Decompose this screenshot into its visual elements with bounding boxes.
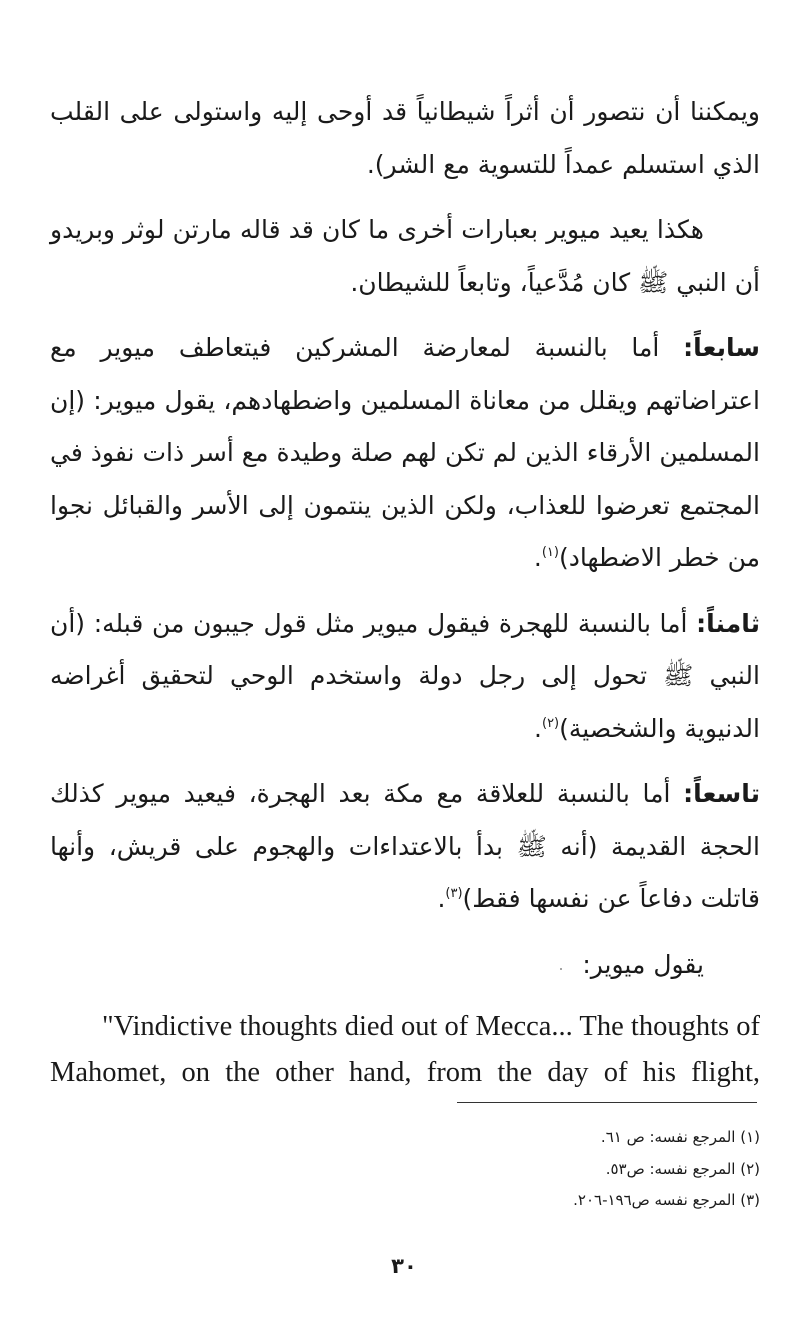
paragraph-seventh-text: أما بالنسبة لمعارضة المشركين فيتعاطف ميوير مع اعتراضاتهم ويقلل من معاناة المسلمين واضطهادهم، يقول ميوير: (إن المسلمين الأرقاء الذين لم تكن لهم صلة وطيدة مع أسر ذات نفوذ في المجتمع تعرضوا للعذاب، ولكن الذين ينتمون إلى الأسر والقبائل نجوا من خطر الاضطهاد) xyxy=(50,333,760,572)
paragraph-1-text: ويمكننا أن نتصور أن أثراً شيطانياً قد أوحى إليه واستولى على القلب الذي استسلم عمداً للتسوية مع الشر). xyxy=(50,97,760,179)
english-quote xyxy=(50,1004,760,1096)
paragraph-muir-says xyxy=(50,939,760,992)
paragraph-ninth xyxy=(50,768,760,926)
footnote-1: (١) المرجع نفسه: ص ٦١. xyxy=(600,1128,760,1146)
paragraph-ninth-text: أما بالنسبة للعلاقة مع مكة بعد الهجرة، فيعيد ميوير كذلك الحجة القديمة (أنه ﷺ بدأ بالاعتداءات والهجوم على قريش، وأنها قاتلت دفاعاً عن نفسها فقط) xyxy=(50,779,760,913)
paragraph-seventh-tail: . xyxy=(533,543,542,572)
paragraph-eighth-lead: ثامناً: xyxy=(696,608,760,638)
paragraph-2-text: هكذا يعيد ميوير بعبارات أخرى ما كان قد قاله مارتن لوثر وبريدو أن النبي ﷺ كان مُدَّعياً، وتابعاً للشيطان. xyxy=(50,215,760,297)
paragraph-ninth-tail: . xyxy=(437,884,446,913)
footnote-2: (٢) المرجع نفسه: ص٥٣. xyxy=(605,1159,760,1178)
footnote-separator xyxy=(457,1102,757,1103)
footnote-ref-2: (٢) xyxy=(541,715,560,731)
paragraph-eighth xyxy=(50,598,760,756)
footnotes xyxy=(440,1122,760,1217)
scan-speck xyxy=(560,968,562,970)
footnote-ref-3: (٣) xyxy=(445,886,463,901)
paragraph-muir-says-text: يقول ميوير: xyxy=(582,949,704,979)
paragraph-eighth-tail: . xyxy=(534,713,542,743)
paragraph-seventh-lead: سابعاً: xyxy=(683,333,760,362)
paragraph-2 xyxy=(50,204,760,309)
footnote-ref-1: (١) xyxy=(541,545,559,560)
english-quote-text: "Vindictive thoughts died out of Mecca... The thoughts of Mahomet, on the other hand, from the day of his flight, xyxy=(50,1011,760,1088)
page-body xyxy=(50,86,760,1096)
page-number: ٣٠ xyxy=(391,1254,417,1278)
footnote-3: (٣) المرجع نفسه ص١٩٦-٢٠٦. xyxy=(573,1191,760,1209)
paragraph-eighth-text: أما بالنسبة للهجرة فيقول ميوير مثل قول جيبون من قبله: (أن النبي ﷺ تحول إلى رجل دولة واستخدم الوحي لتحقيق أغراضه الدنيوية والشخصية) xyxy=(50,608,760,743)
paragraph-1 xyxy=(50,86,760,191)
paragraph-seventh xyxy=(50,322,760,585)
paragraph-ninth-lead: تاسعاً: xyxy=(683,779,760,808)
